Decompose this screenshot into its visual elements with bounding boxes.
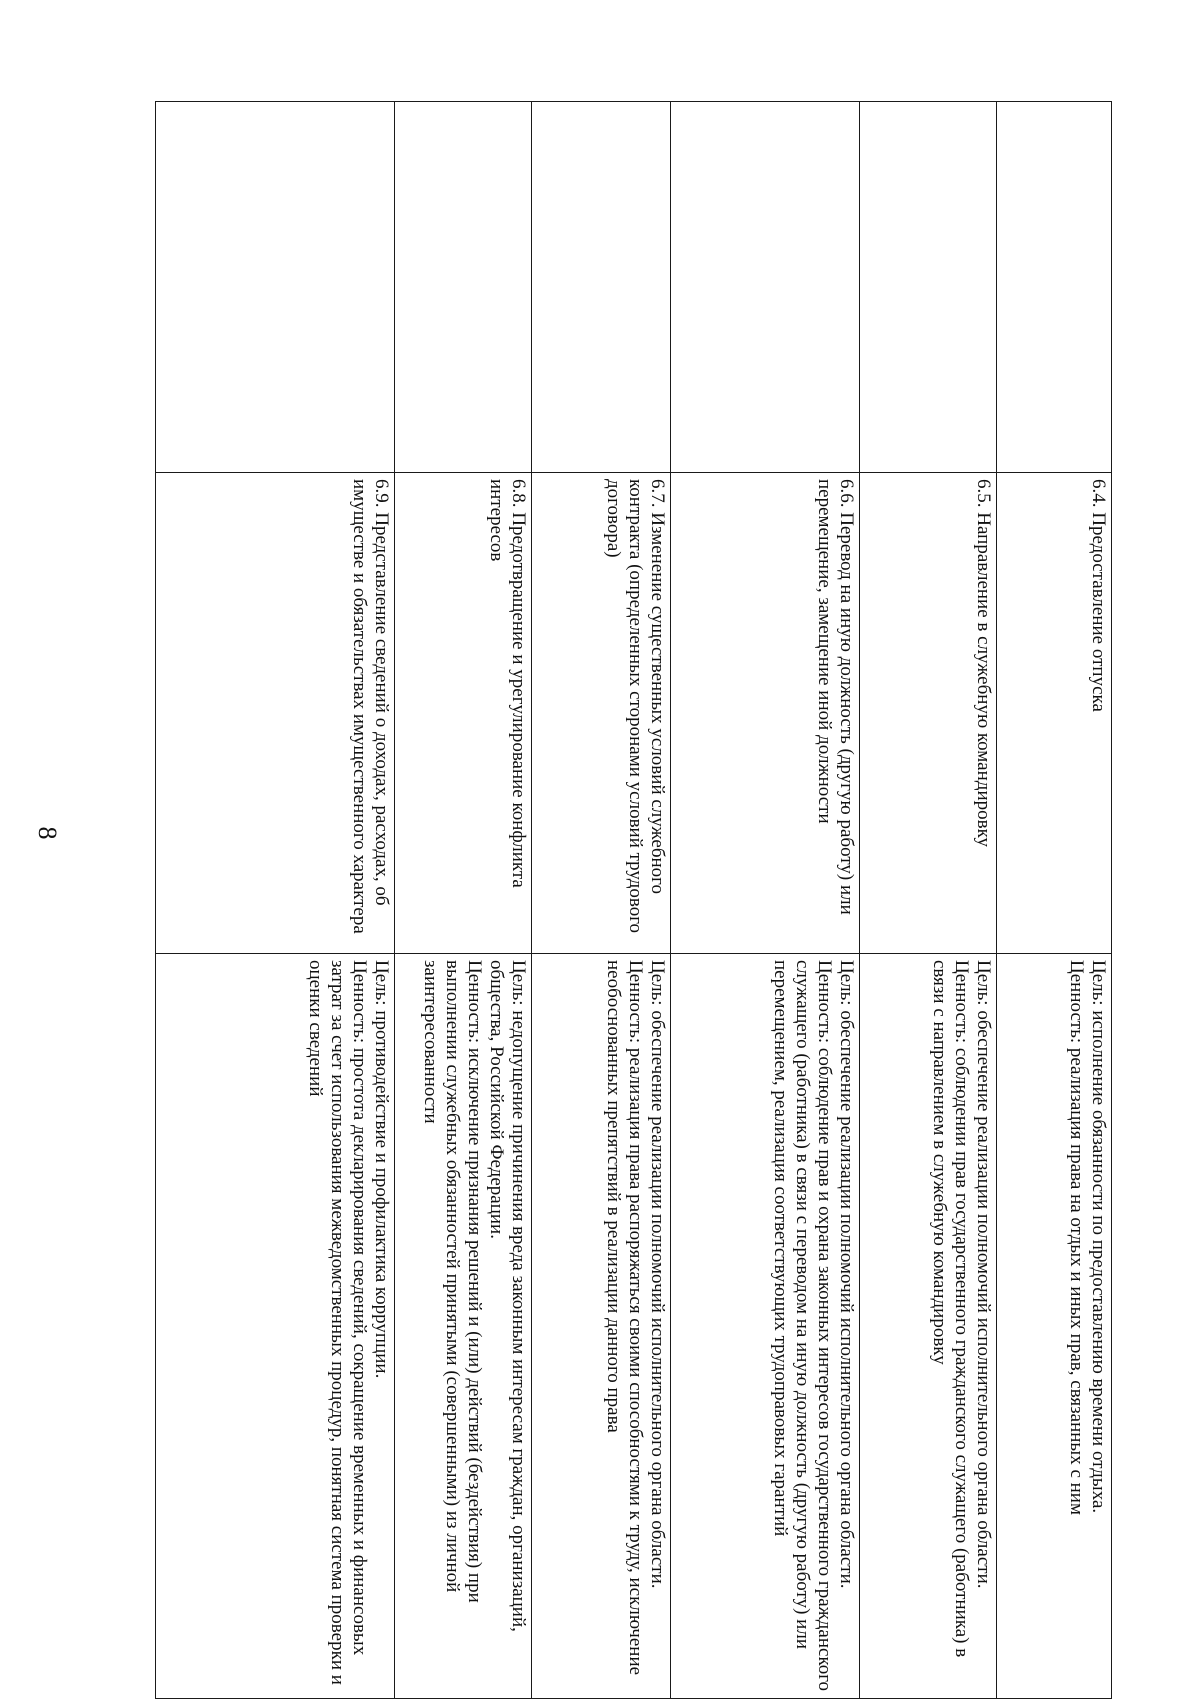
goal-text: Цель: противодействие и профилактика коррупции.: [371, 960, 392, 1379]
page-number: 8: [33, 826, 62, 840]
goal-text: Цель: недопущение причинения вреда законным интересам граждан, организаций, общества, Российской Федерации.: [486, 960, 529, 1632]
goal-text: Цель: исполнение обязанности по предоставлению времени отдыха.: [1088, 960, 1109, 1514]
table-cell-goal: [860, 954, 997, 1699]
table-cell-empty: [671, 102, 860, 473]
goal-text: Цель: обеспечение реализации полномочий исполнительного органа области.: [647, 960, 668, 1589]
table-row: [532, 102, 671, 1699]
table-row: [860, 102, 997, 1699]
value-text: Ценность: соблюдение прав и охрана законных интересов государственного гражданского служащего (работника) в связи с переводом на иную должность (другую работу) или перемещением, реализация соответствующих трудоправовых гарантий: [770, 960, 835, 1692]
table-row: [395, 102, 532, 1699]
table-row: [156, 102, 395, 1699]
table-cell-action: 6.7. Изменение существенных условий служебного контракта (определенных сторонами условий трудового договора): [532, 473, 671, 954]
value-text: Ценность: простота декларирования сведений, сокращение временных и финансовых затрат за счет использования межведомственных процедур, понятная система проверки и оценки сведений: [305, 960, 370, 1685]
table-cell-empty: [532, 102, 671, 473]
table-cell-empty: [156, 102, 395, 473]
value-text: Ценность: реализация права на отдых и иных прав, связанных с ним: [1066, 960, 1087, 1515]
value-text: Ценность: реализация права распоряжаться своими способностями к труду, исключение необоснованных препятствий в реализации данного права: [603, 960, 646, 1676]
rotated-table-inner: [174, 101, 1112, 1699]
table-cell-empty: [860, 102, 997, 473]
page-number-container: [33, 826, 77, 863]
table-cell-goal: [671, 954, 860, 1699]
table-cell-goal: [532, 954, 671, 1699]
table-cell-empty: [997, 102, 1112, 473]
table-cell-action: 6.9. Представление сведений о доходах, расходах, об имуществе и обязательствах имущественного характера: [156, 473, 395, 954]
goal-text: Цель: обеспечение реализации полномочий исполнительного органа области.: [973, 960, 994, 1589]
table-cell-action: 6.6. Перевод на иную должность (другую работу) или перемещение, замещение иной должности: [671, 473, 860, 954]
value-text: Ценность: исключение признания решений и (или) действий (бездействия) при выполнении служебных обязанностей принятыми (совершенными) из личной заинтересованности: [420, 960, 485, 1603]
table-cell-empty: [395, 102, 532, 473]
table-row: [671, 102, 860, 1699]
table-row: [997, 102, 1112, 1699]
table-cell-action: 6.5. Направление в служебную командировку: [860, 473, 997, 954]
table-cell-goal: [395, 954, 532, 1699]
rotated-table-container: [174, 101, 1112, 1699]
document-table: [155, 101, 1112, 1699]
table-cell-goal: [997, 954, 1112, 1699]
goal-text: Цель: обеспечение реализации полномочий исполнительного органа области.: [836, 960, 857, 1589]
table-cell-action: 6.4. Предоставление отпуска: [997, 473, 1112, 954]
table-cell-action: 6.8. Предотвращение и урегулирование конфликта интересов: [395, 473, 532, 954]
value-text: Ценность: соблюдении прав государственного гражданского служащего (работника) в связи с направлением в служебную командировку: [929, 960, 972, 1658]
table-cell-goal: [156, 954, 395, 1699]
